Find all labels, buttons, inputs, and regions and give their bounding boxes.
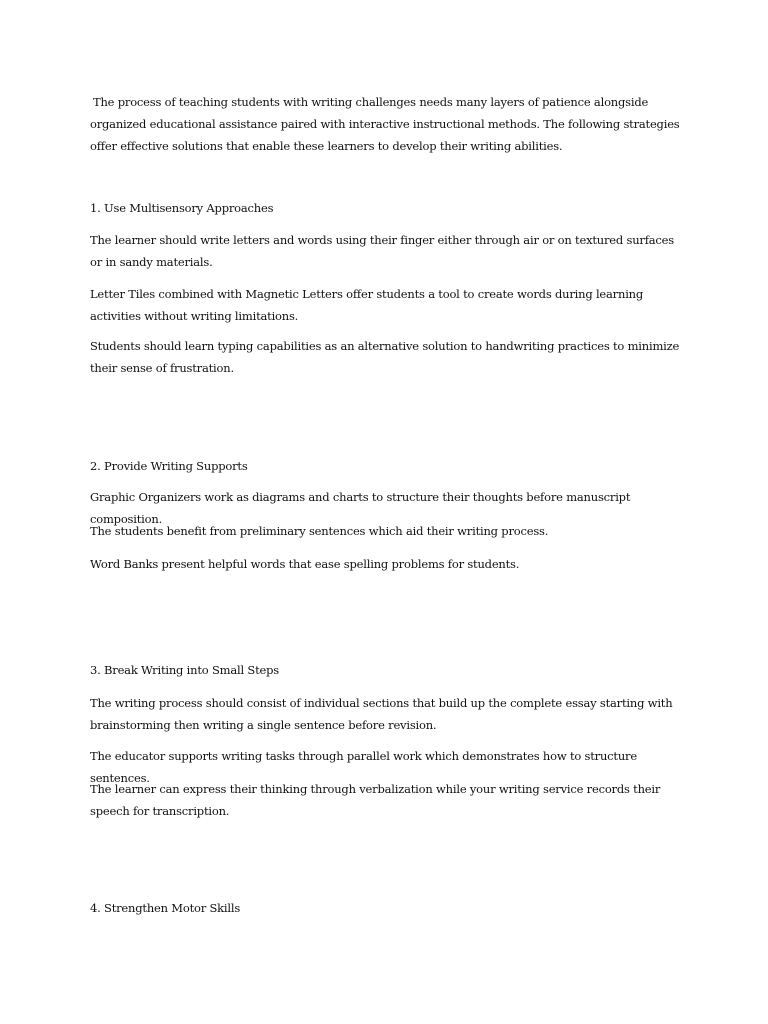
- section-3-paragraph-1: The writing process should consist of individual sections that build up the complete essay starting with brainstorming then writing a single sentence before revision.: [90, 696, 673, 732]
- section-1-paragraph-3: Students should learn typing capabilities as an alternative solution to handwriting practices to minimize their sense of frustration.: [90, 339, 680, 375]
- section-1-paragraph-2: Letter Tiles combined with Magnetic Letters offer students a tool to create words during learning activities without writing limitations.: [90, 287, 644, 323]
- section-2-paragraph-3: Word Banks present helpful words that ease spelling problems for students.: [90, 557, 520, 571]
- section-4-heading: 4. Strengthen Motor Skills: [90, 901, 241, 915]
- section-3-heading: 3. Break Writing into Small Steps: [90, 663, 279, 677]
- section-1-paragraph-1: The learner should write letters and words using their finger either through air or on textured surfaces or in sandy materials.: [90, 233, 674, 269]
- section-3-paragraph-2: The educator supports writing tasks through parallel work which demonstrates how to structure sentences.: [90, 749, 637, 785]
- section-2-paragraph-2: The students benefit from preliminary sentences which aid their writing process.: [90, 524, 549, 538]
- section-3-paragraph-3: The learner can express their thinking through verbalization while your writing service records their speech for transcription.: [90, 782, 661, 818]
- intro-paragraph: The process of teaching students with writing challenges needs many layers of patience alongside organized educational assistance paired with interactive instructional methods. The following strategies offer effective solutions that enable these learners to develop their writing abilities.: [90, 95, 680, 153]
- section-2-paragraph-1: Graphic Organizers work as diagrams and charts to structure their thoughts before manuscript composition.: [90, 490, 631, 526]
- section-2-heading: 2. Provide Writing Supports: [90, 459, 248, 473]
- section-1-heading: 1. Use Multisensory Approaches: [90, 201, 274, 215]
